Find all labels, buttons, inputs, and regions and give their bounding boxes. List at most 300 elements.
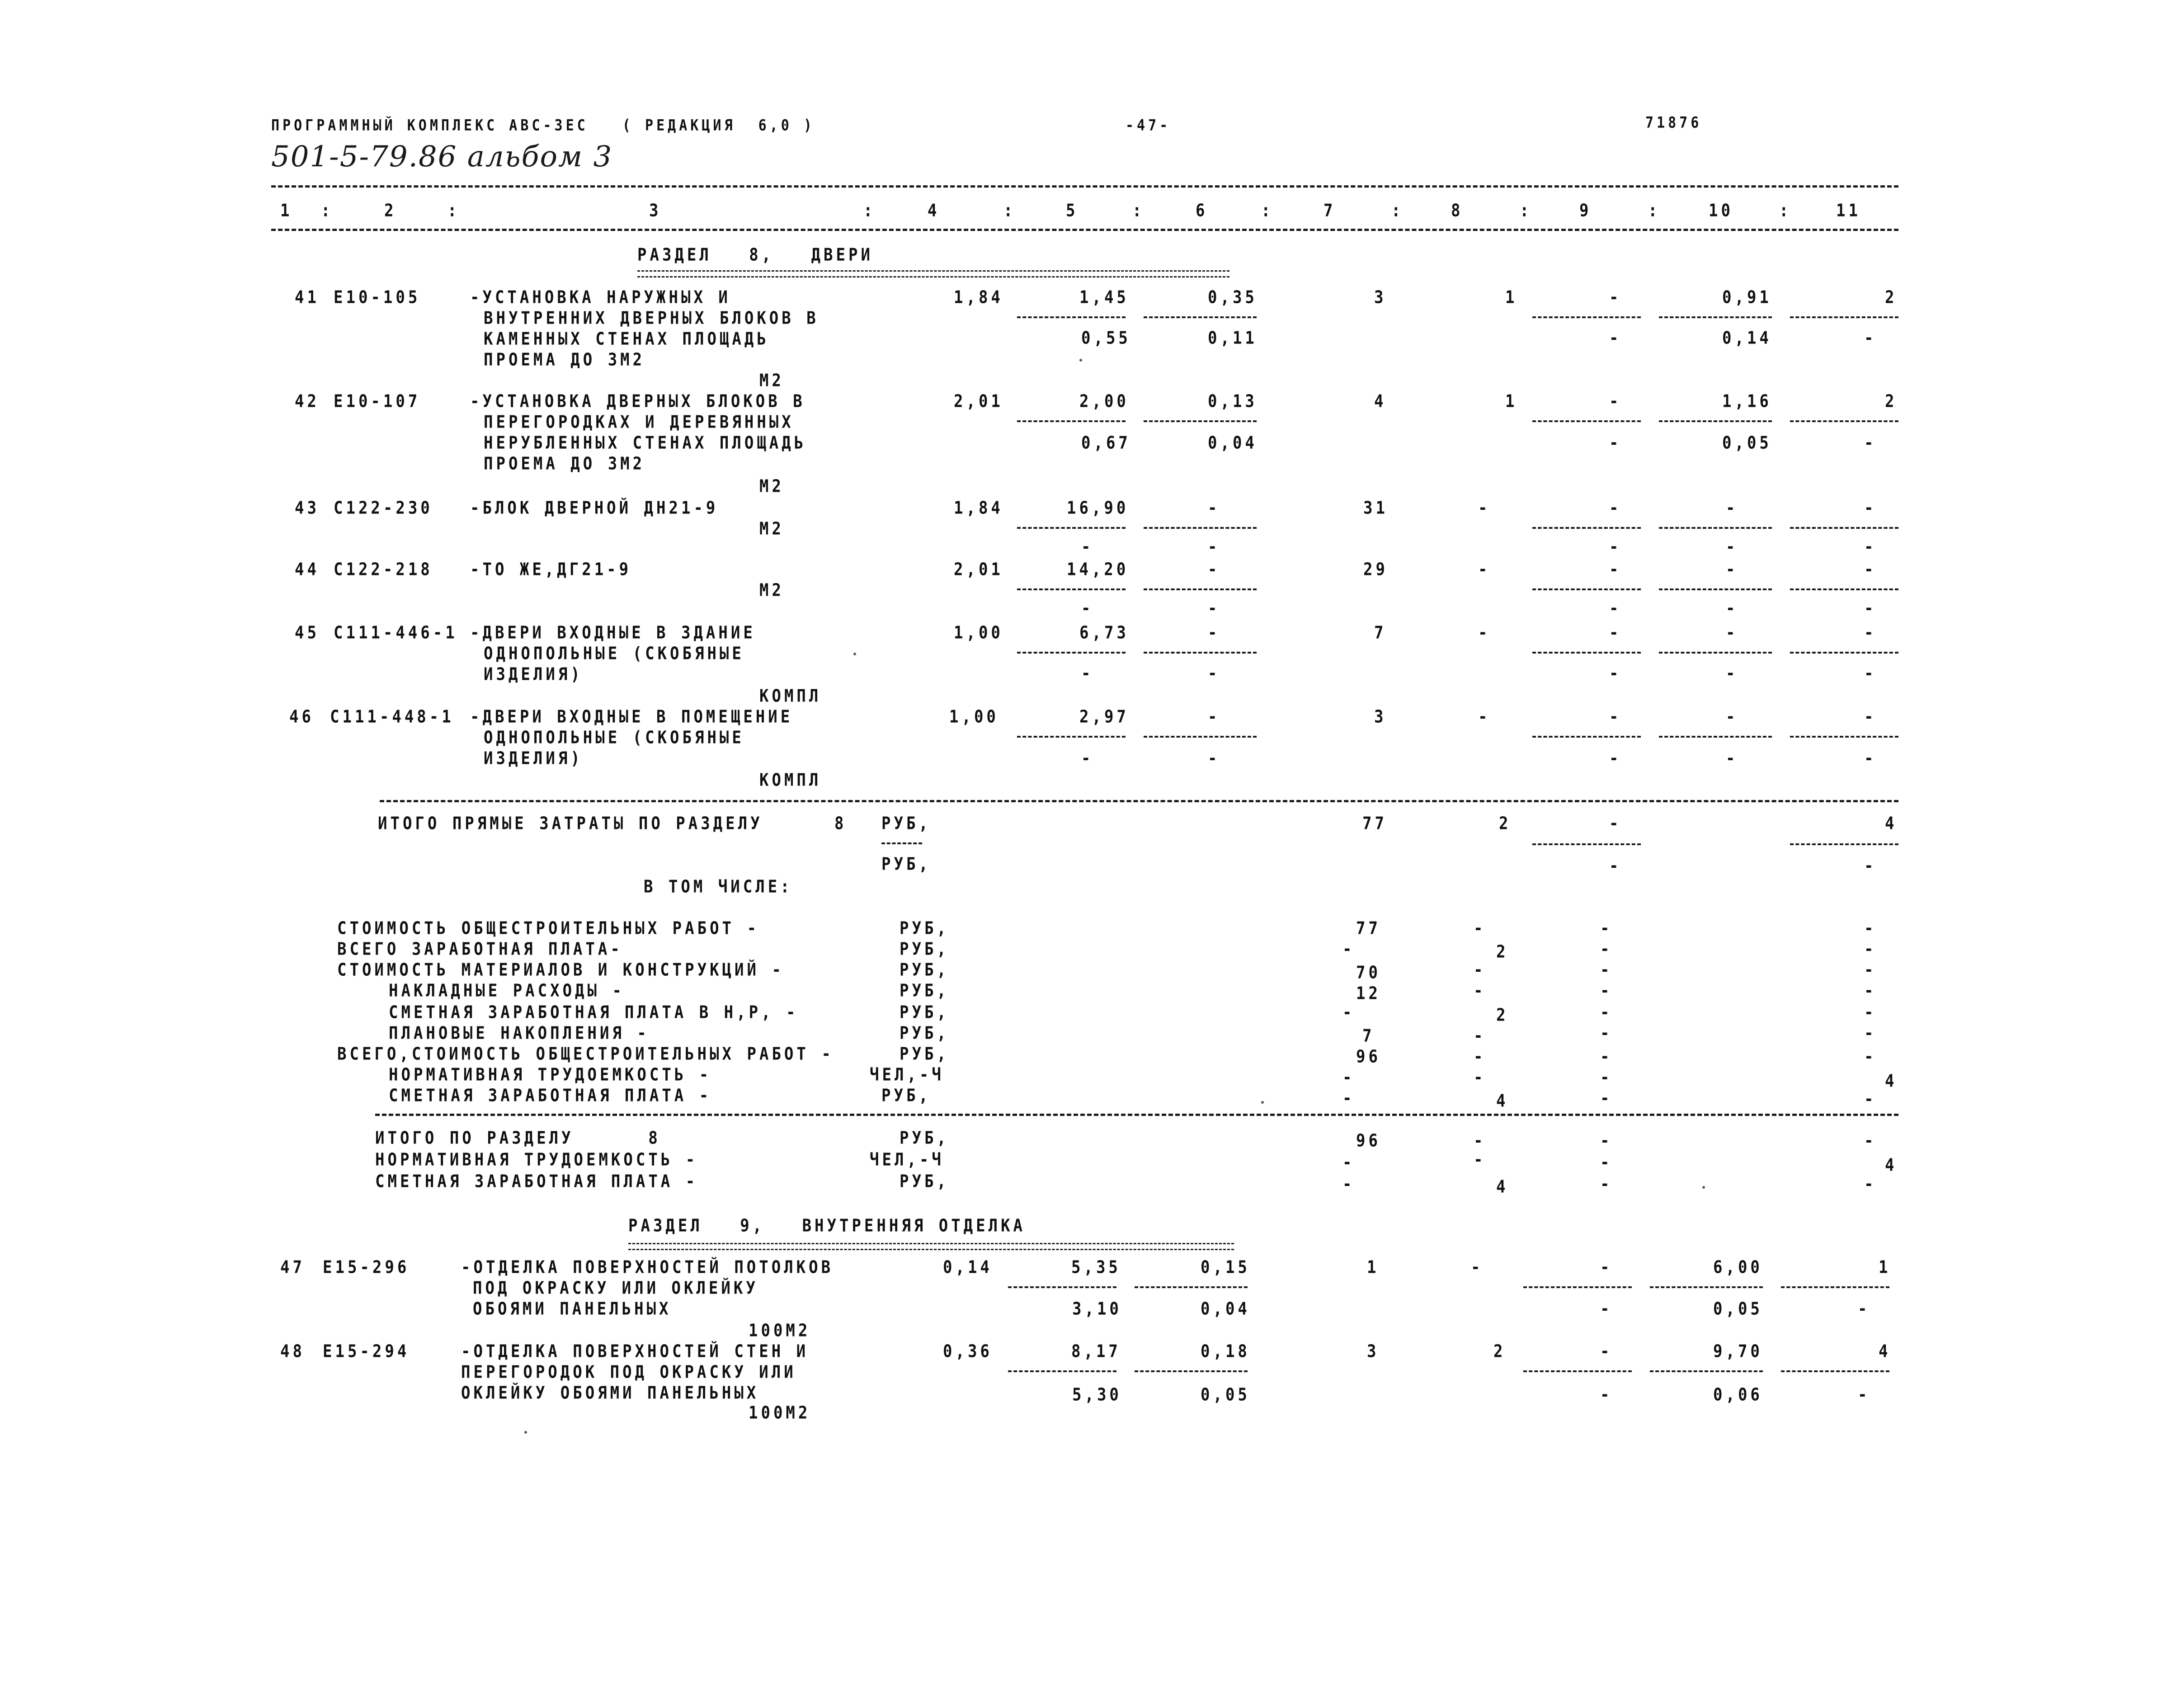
- cell-col6-sub: -: [1208, 748, 1220, 769]
- totals-unit-sub: РУБ,: [881, 854, 931, 875]
- cell-col9: -: [1609, 287, 1622, 308]
- cell-col5-sub: 3,10: [1072, 1299, 1122, 1319]
- sub-rule: [1659, 527, 1772, 529]
- row-number: 42: [295, 391, 320, 412]
- breakdown-col9: -: [1600, 1002, 1613, 1023]
- col-sep: :: [1520, 201, 1532, 221]
- sub-rule: [1650, 1370, 1763, 1372]
- cell-col5: 1,45: [1079, 287, 1129, 308]
- sub-rule: [1650, 1286, 1763, 1288]
- cell-col11: -: [1864, 623, 1877, 643]
- cell-col10-sub: 0,14: [1722, 328, 1772, 348]
- cell-col4: 2,01: [954, 391, 1003, 412]
- sub-rule: [1659, 588, 1772, 590]
- row-code: С111-446-1: [334, 623, 458, 643]
- cell-col5: 8,17: [1071, 1341, 1121, 1362]
- cell-col10-sub: -: [1726, 537, 1738, 557]
- sub-rule: [1659, 316, 1772, 318]
- cell-col6-sub: 0,04: [1201, 1299, 1250, 1319]
- row-desc-line: -УСТАНОВКА НАРУЖНЫХ И: [470, 287, 731, 308]
- cell-col7: 4: [1374, 391, 1387, 412]
- cell-col5-sub: 0,55: [1081, 328, 1131, 348]
- cell-col9-sub: -: [1609, 433, 1622, 453]
- cell-col6: -: [1208, 498, 1220, 518]
- breakdown-col11: -: [1864, 939, 1877, 960]
- sub-rule: [1017, 736, 1126, 738]
- cell-col7: 29: [1363, 560, 1388, 580]
- cell-col9-sub: -: [1609, 328, 1622, 348]
- row-unit: М2: [759, 519, 784, 539]
- cell-col6-sub: -: [1208, 663, 1220, 684]
- row-number: 43: [295, 498, 320, 518]
- cell-col5: 2,97: [1079, 707, 1129, 727]
- row-code: Е15-294: [323, 1341, 410, 1362]
- cell-col8: -: [1478, 623, 1491, 643]
- cell-col10: -: [1726, 623, 1738, 643]
- breakdown-label: СТОИМОСТЬ МАТЕРИАЛОВ И КОНСТРУКЦИЙ -: [337, 960, 784, 980]
- scan-speck: [1702, 1186, 1705, 1189]
- col-3: 3: [649, 201, 662, 221]
- cell-col7: 3: [1367, 1341, 1380, 1362]
- row-code: С111-448-1: [330, 707, 454, 727]
- breakdown-col11: -: [1864, 1002, 1877, 1023]
- cell-col11: 4: [1879, 1341, 1891, 1362]
- cell-col10-sub: 0,05: [1713, 1299, 1763, 1319]
- cell-col9-sub: -: [1609, 598, 1622, 619]
- breakdown-label: СМЕТНАЯ ЗАРАБОТНАЯ ПЛАТА В Н,Р, -: [389, 1002, 799, 1023]
- sub-rule: [1790, 420, 1898, 422]
- row-desc-line: -ТО ЖЕ,ДГ21-9: [470, 560, 632, 580]
- cell-col10: 9,70: [1713, 1341, 1763, 1362]
- cell-col6-sub: -: [1208, 537, 1220, 557]
- summary-col9: -: [1600, 1131, 1613, 1151]
- sub-rule: [1781, 1286, 1889, 1288]
- scan-speck: [524, 1431, 527, 1434]
- breakdown-unit: РУБ,: [900, 918, 949, 939]
- summary-label: НОРМАТИВНАЯ ТРУДОЕМКОСТЬ -: [375, 1150, 698, 1170]
- breakdown-col11: 4: [1885, 1071, 1898, 1092]
- row-code: С122-218: [334, 560, 433, 580]
- summary-col9: -: [1600, 1174, 1613, 1195]
- cell-col6: 0,13: [1208, 391, 1258, 412]
- cell-col9: -: [1609, 623, 1622, 643]
- cell-col11: 2: [1885, 391, 1898, 412]
- sub-rule: [1532, 420, 1641, 422]
- breakdown-col9: -: [1600, 939, 1613, 960]
- totals-col9: -: [1609, 814, 1622, 834]
- sub-rule: [1008, 1286, 1116, 1288]
- sub-rule: [1008, 1370, 1116, 1372]
- sub-rule: [1659, 652, 1772, 654]
- cell-col8: -: [1478, 707, 1491, 727]
- summary-col8: -: [1474, 1150, 1486, 1170]
- cell-col11-sub: -: [1858, 1385, 1870, 1405]
- sub-rule: [1144, 652, 1257, 654]
- col-sep: :: [1391, 201, 1404, 221]
- cell-col5-sub: -: [1081, 663, 1094, 684]
- totals-col8: 2: [1499, 814, 1512, 834]
- scan-speck: [1261, 1101, 1264, 1104]
- cell-col6: -: [1208, 707, 1220, 727]
- cell-col7: 31: [1363, 498, 1388, 518]
- sub-rule: [1523, 1370, 1632, 1372]
- breakdown-col11: -: [1864, 918, 1877, 939]
- cell-col8: -: [1478, 560, 1491, 580]
- col-sep: :: [1779, 201, 1792, 221]
- cell-col4: 1,00: [954, 623, 1003, 643]
- row-unit: 100М2: [749, 1403, 811, 1423]
- summary-col7: 96: [1356, 1131, 1381, 1151]
- summary-rule: [375, 1114, 1898, 1116]
- cell-col6: 0,35: [1208, 287, 1258, 308]
- sub-rule: [1532, 316, 1641, 318]
- cell-col7: 1: [1367, 1257, 1380, 1278]
- header-rule-top: [271, 185, 1898, 188]
- sub-rule: [1144, 316, 1257, 318]
- row-number: 41: [295, 287, 320, 308]
- sub-rule: [1017, 652, 1126, 654]
- cell-col11-sub: -: [1864, 598, 1877, 619]
- col-9: 9: [1579, 201, 1592, 221]
- sub-rule: [1017, 316, 1126, 318]
- row-desc-line: ВНУТРЕННИХ ДВЕРНЫХ БЛОКОВ В: [484, 308, 819, 329]
- section-8-underline: [637, 270, 1229, 278]
- totals-label: ИТОГО ПРЯМЫЕ ЗАТРАТЫ ПО РАЗДЕЛУ: [378, 814, 763, 834]
- row-desc-line: ОБОЯМИ ПАНЕЛЬНЫХ: [473, 1299, 672, 1319]
- cell-col11-sub: -: [1864, 537, 1877, 557]
- col-sep: :: [1132, 201, 1145, 221]
- sub-rule: [1144, 588, 1257, 590]
- doc-code: 71876: [1645, 114, 1702, 132]
- section-9-title: РАЗДЕЛ 9, ВНУТРЕННЯЯ ОТДЕЛКА: [628, 1216, 1026, 1236]
- row-code: Е15-296: [323, 1257, 410, 1278]
- row-unit: М2: [759, 371, 784, 391]
- totals-col9-sub: -: [1609, 856, 1622, 876]
- cell-col9: -: [1609, 391, 1622, 412]
- breakdown-col7: 70: [1356, 963, 1381, 983]
- summary-unit: ЧЕЛ,-Ч: [870, 1150, 944, 1170]
- row-unit: КОМПЛ: [759, 686, 822, 706]
- row-desc-line: ПЕРЕГОРОДОК ПОД ОКРАСКУ ИЛИ: [461, 1362, 796, 1383]
- sub-rule: [1790, 843, 1898, 845]
- cell-col8: 1: [1505, 391, 1518, 412]
- row-desc-line: ИЗДЕЛИЯ): [484, 664, 583, 685]
- cell-col8: -: [1471, 1257, 1484, 1278]
- breakdown-col9: -: [1600, 1088, 1613, 1109]
- cell-col11: 2: [1885, 287, 1898, 308]
- row-code: С122-230: [334, 498, 433, 518]
- breakdown-col11: -: [1864, 960, 1877, 980]
- breakdown-unit: РУБ,: [881, 1086, 931, 1106]
- section-9-underline: [628, 1243, 1234, 1250]
- cell-col8: 2: [1493, 1341, 1506, 1362]
- summary-col11: -: [1864, 1131, 1877, 1151]
- breakdown-col7: 7: [1362, 1026, 1375, 1046]
- cell-col8: -: [1478, 498, 1491, 518]
- summary-col8: -: [1474, 1131, 1486, 1151]
- breakdown-col7: 96: [1356, 1047, 1381, 1067]
- summary-col9: -: [1600, 1153, 1613, 1173]
- cell-col6: 0,15: [1201, 1257, 1250, 1278]
- summary-col11: 4: [1885, 1155, 1898, 1176]
- cell-col9: -: [1609, 498, 1622, 518]
- breakdown-unit: РУБ,: [900, 1044, 949, 1064]
- cell-col11-sub: -: [1858, 1299, 1870, 1319]
- scan-speck: [853, 653, 856, 655]
- cell-col5: 16,90: [1067, 498, 1129, 518]
- row-number: 44: [295, 560, 320, 580]
- sub-rule: [1144, 736, 1257, 738]
- row-unit: М2: [759, 476, 784, 497]
- breakdown-col8: -: [1474, 1047, 1486, 1067]
- row-desc-line: ПЕРЕГОРОДКАХ И ДЕРЕВЯННЫХ: [484, 412, 794, 433]
- breakdown-col8: 4: [1496, 1091, 1509, 1111]
- cell-col7: 3: [1374, 707, 1387, 727]
- breakdown-col11: -: [1864, 1023, 1877, 1044]
- totals-col11: 4: [1885, 814, 1898, 834]
- row-desc-line: ОКЛЕЙКУ ОБОЯМИ ПАНЕЛЬНЫХ: [461, 1383, 759, 1403]
- col-2: 2: [384, 201, 397, 221]
- row-desc-line: -УСТАНОВКА ДВЕРНЫХ БЛОКОВ В: [470, 391, 805, 412]
- breakdown-col9: -: [1600, 960, 1613, 980]
- sub-rule: [881, 842, 922, 844]
- row-unit: 100М2: [749, 1321, 811, 1341]
- sub-rule: [1017, 588, 1126, 590]
- breakdown-col8: 2: [1496, 1005, 1509, 1026]
- col-10: 10: [1709, 201, 1733, 221]
- breakdown-label: СТОИМОСТЬ ОБЩЕСТРОИТЕЛЬНЫХ РАБОТ -: [337, 918, 759, 939]
- sub-rule: [1790, 588, 1898, 590]
- sub-rule: [1135, 1370, 1248, 1372]
- cell-col11: -: [1864, 498, 1877, 518]
- row-desc-line: ПРОЕМА ДО 3М2: [484, 454, 645, 474]
- breakdown-col8: -: [1474, 1068, 1486, 1088]
- row-code: Е10-107: [334, 391, 421, 412]
- summary-unit: РУБ,: [900, 1172, 949, 1192]
- cell-col10: 6,00: [1713, 1257, 1763, 1278]
- sub-rule: [1659, 420, 1772, 422]
- breakdown-label: ПЛАНОВЫЕ НАКОПЛЕНИЯ -: [389, 1023, 650, 1044]
- cell-col4: 0,14: [943, 1257, 993, 1278]
- breakdown-label: ВСЕГО,СТОИМОСТЬ ОБЩЕСТРОИТЕЛЬНЫХ РАБОТ -: [337, 1044, 834, 1064]
- cell-col10: -: [1726, 707, 1738, 727]
- sub-rule: [1532, 736, 1641, 738]
- program-header: ПРОГРАММНЫЙ КОМПЛЕКС АВС-3ЕС ( РЕДАКЦИЯ 6,0 ): [271, 117, 815, 135]
- cell-col6: -: [1208, 623, 1220, 643]
- sub-rule: [1144, 420, 1257, 422]
- cell-col11-sub: -: [1864, 663, 1877, 684]
- cell-col4: 0,36: [943, 1341, 993, 1362]
- col-sep: :: [1003, 201, 1016, 221]
- breakdown-col9: -: [1600, 1047, 1613, 1067]
- cell-col5-sub: -: [1081, 748, 1094, 769]
- col-sep: :: [1261, 201, 1274, 221]
- cell-col11: -: [1864, 707, 1877, 727]
- breakdown-col9: -: [1600, 1023, 1613, 1044]
- cell-col6-sub: 0,05: [1201, 1385, 1250, 1405]
- breakdown-col8: 2: [1496, 942, 1509, 962]
- breakdown-col7: -: [1342, 1068, 1355, 1088]
- cell-col10: -: [1726, 560, 1738, 580]
- page-number: -47-: [1126, 117, 1171, 135]
- cell-col4: 1,84: [954, 498, 1003, 518]
- cell-col10-sub: 0,05: [1722, 433, 1772, 453]
- breakdown-label: СМЕТНАЯ ЗАРАБОТНАЯ ПЛАТА -: [389, 1086, 712, 1106]
- breakdown-unit: РУБ,: [900, 981, 949, 1001]
- col-11: 11: [1836, 201, 1861, 221]
- breakdown-unit: РУБ,: [900, 1023, 949, 1044]
- breakdown-col8: -: [1474, 918, 1486, 939]
- col-1: 1: [280, 201, 293, 221]
- row-number: 47: [280, 1257, 305, 1278]
- cell-col5: 14,20: [1067, 560, 1129, 580]
- col-sep: :: [447, 201, 460, 221]
- cell-col7: 7: [1374, 623, 1387, 643]
- breakdown-label: НАКЛАДНЫЕ РАСХОДЫ -: [389, 981, 625, 1001]
- row-number: 48: [280, 1341, 305, 1362]
- cell-col5-sub: -: [1081, 537, 1094, 557]
- col-sep: :: [863, 201, 876, 221]
- row-number: 46: [289, 707, 314, 727]
- breakdown-col11: -: [1864, 1047, 1877, 1067]
- breakdown-col11: -: [1864, 981, 1877, 1001]
- cell-col6-sub: -: [1208, 598, 1220, 619]
- breakdown-col7: 77: [1356, 918, 1381, 939]
- totals-col7: 77: [1362, 814, 1387, 834]
- summary-unit: РУБ,: [900, 1128, 949, 1148]
- breakdown-col7: 12: [1356, 983, 1381, 1004]
- sub-rule: [1532, 588, 1641, 590]
- cell-col11-sub: -: [1864, 748, 1877, 769]
- including-label: В ТОМ ЧИСЛЕ:: [644, 877, 793, 897]
- cell-col6-sub: 0,11: [1208, 328, 1258, 348]
- cell-col9: -: [1600, 1257, 1613, 1278]
- breakdown-unit: ЧЕЛ,-Ч: [870, 1065, 944, 1085]
- sub-rule: [1781, 1370, 1889, 1372]
- cell-col9: -: [1609, 707, 1622, 727]
- col-7: 7: [1324, 201, 1336, 221]
- row-desc-line: ОДНОПОЛЬНЫЕ (СКОБЯНЫЕ: [484, 728, 744, 748]
- breakdown-col7: -: [1342, 1088, 1355, 1109]
- totals-unit: РУБ,: [881, 814, 931, 834]
- row-desc-line: НЕРУБЛЕННЫХ СТЕНАХ ПЛОЩАДЬ: [484, 433, 807, 453]
- col-6: 6: [1196, 201, 1208, 221]
- cell-col4: 2,01: [954, 560, 1003, 580]
- sub-rule: [1790, 527, 1898, 529]
- row-number: 45: [295, 623, 320, 643]
- sub-rule: [1532, 652, 1641, 654]
- col-sep: :: [1648, 201, 1661, 221]
- col-4: 4: [928, 201, 940, 221]
- sub-rule: [1790, 652, 1898, 654]
- breakdown-label: НОРМАТИВНАЯ ТРУДОЕМКОСТЬ -: [389, 1065, 712, 1085]
- breakdown-col9: -: [1600, 1068, 1613, 1088]
- row-desc-line: -ОТДЕЛКА ПОВЕРХНОСТЕЙ СТЕН И: [461, 1341, 809, 1362]
- cell-col11: 1: [1879, 1257, 1891, 1278]
- header-rule-bottom: [271, 229, 1898, 231]
- sub-rule: [1790, 316, 1898, 318]
- section-8-title: РАЗДЕЛ 8, ДВЕРИ: [637, 245, 873, 265]
- sub-rule: [1790, 736, 1898, 738]
- row-desc-line: ОДНОПОЛЬНЫЕ (СКОБЯНЫЕ: [484, 644, 744, 664]
- cell-col11-sub: -: [1864, 433, 1877, 453]
- cell-col8: 1: [1505, 287, 1518, 308]
- col-8: 8: [1451, 201, 1464, 221]
- cell-col9-sub: -: [1609, 537, 1622, 557]
- cell-col9-sub: -: [1600, 1299, 1613, 1319]
- breakdown-col9: -: [1600, 918, 1613, 939]
- cell-col6: -: [1208, 560, 1220, 580]
- row-desc-line: ИЗДЕЛИЯ): [484, 748, 583, 769]
- sub-rule: [1532, 843, 1641, 845]
- cell-col5: 5,35: [1071, 1257, 1121, 1278]
- sub-rule: [1659, 736, 1772, 738]
- summary-col8: 4: [1496, 1177, 1509, 1197]
- scan-speck: [1079, 359, 1082, 362]
- cell-col5: 2,00: [1079, 391, 1129, 412]
- breakdown-col9: -: [1600, 981, 1613, 1001]
- handwritten-album-title: 501-5-79.86 альбом 3: [271, 140, 613, 174]
- cell-col9-sub: -: [1609, 663, 1622, 684]
- row-desc-line: -ДВЕРИ ВХОДНЫЕ В ПОМЕЩЕНИЕ: [470, 707, 793, 727]
- cell-col6: 0,18: [1201, 1341, 1250, 1362]
- sub-rule: [1017, 420, 1126, 422]
- breakdown-col8: -: [1474, 960, 1486, 980]
- breakdown-col8: -: [1474, 981, 1486, 1001]
- cell-col5-sub: 5,30: [1072, 1385, 1122, 1405]
- cell-col5: 6,73: [1079, 623, 1129, 643]
- sub-rule: [1135, 1286, 1248, 1288]
- row-desc-line: ПРОЕМА ДО 3М2: [484, 350, 645, 370]
- row-desc-line: -БЛОК ДВЕРНОЙ ДН21-9: [470, 498, 719, 518]
- sub-rule: [1532, 527, 1641, 529]
- cell-col11-sub: -: [1864, 328, 1877, 348]
- col-5: 5: [1066, 201, 1079, 221]
- row-desc-line: КАМЕННЫХ СТЕНАХ ПЛОЩАДЬ: [484, 329, 769, 349]
- row-code: Е10-105: [334, 287, 421, 308]
- sub-rule: [1017, 527, 1126, 529]
- sub-rule: [1144, 527, 1257, 529]
- row-unit: КОМПЛ: [759, 770, 822, 790]
- totals-section-number: 8: [834, 814, 847, 834]
- cell-col4: 1,00: [949, 707, 999, 727]
- cell-col10-sub: 0,06: [1713, 1385, 1763, 1405]
- cell-col9: -: [1600, 1341, 1613, 1362]
- breakdown-label: ВСЕГО ЗАРАБОТНАЯ ПЛАТА-: [337, 939, 623, 960]
- breakdown-unit: РУБ,: [900, 960, 949, 980]
- row-desc-line: ПОД ОКРАСКУ ИЛИ ОКЛЕЙКУ: [473, 1278, 758, 1299]
- sub-rule: [1523, 1286, 1632, 1288]
- summary-label: СМЕТНАЯ ЗАРАБОТНАЯ ПЛАТА -: [375, 1172, 698, 1192]
- cell-col7: 3: [1374, 287, 1387, 308]
- cell-col10: -: [1726, 498, 1738, 518]
- cell-col10: 0,91: [1722, 287, 1772, 308]
- cell-col9-sub: -: [1600, 1385, 1613, 1405]
- cell-col9-sub: -: [1609, 748, 1622, 769]
- summary-label: ИТОГО ПО РАЗДЕЛУ 8: [375, 1128, 661, 1148]
- cell-col10-sub: -: [1726, 748, 1738, 769]
- cell-col6-sub: 0,04: [1208, 433, 1258, 453]
- totals-rule: [380, 800, 1898, 802]
- breakdown-col7: -: [1342, 939, 1355, 960]
- cell-col11: -: [1864, 560, 1877, 580]
- breakdown-unit: РУБ,: [900, 939, 949, 960]
- breakdown-col7: -: [1342, 1002, 1355, 1023]
- totals-col11-sub: -: [1864, 856, 1877, 876]
- cell-col5-sub: -: [1081, 598, 1094, 619]
- cell-col5-sub: 0,67: [1081, 433, 1131, 453]
- cell-col9: -: [1609, 560, 1622, 580]
